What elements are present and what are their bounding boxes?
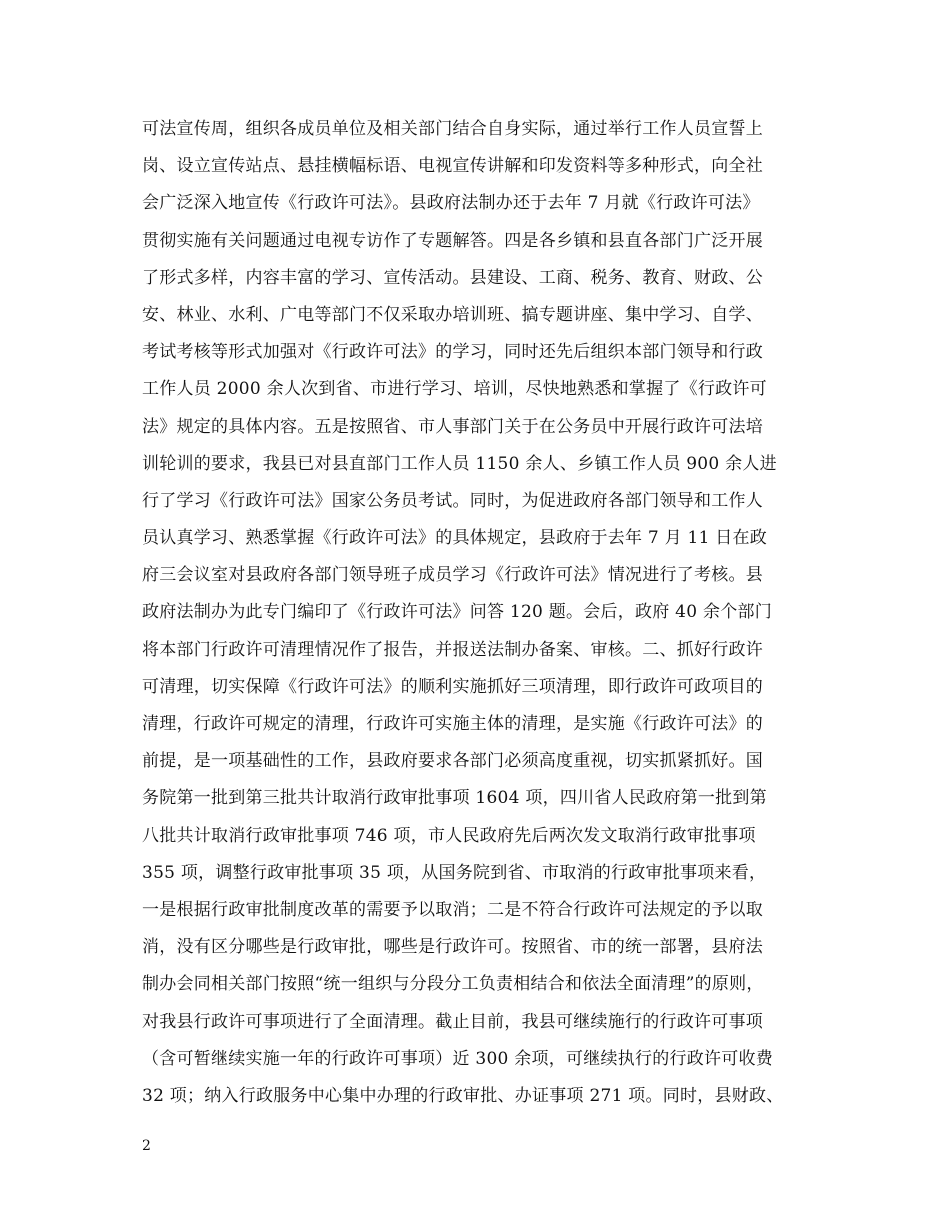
text-line: 员认真学习、熟悉掌握《行政许可法》的具体规定，县政府于去年 7 月 11 日在政 <box>142 528 768 549</box>
text-line: 355 项，调整行政审批事项 35 项，从国务院到省、市取消的行政审批事项来看， <box>142 862 767 883</box>
text-line: 清理，行政许可规定的清理，行政许可实施主体的清理，是实施《行政许可法》的 <box>142 714 763 734</box>
text-line: 工作人员 2000 余人次到省、市进行学习、培训，尽快地熟悉和掌握了《行政许可 <box>142 379 767 400</box>
text-line: 将本部门行政许可清理情况作了报告，并报送法制办备案、审核。二、抓好行政许 <box>142 639 763 660</box>
text-line: 务院第一批到第三批共计取消行政审批事项 1604 项，四川省人民政府第一批到第 <box>142 788 767 809</box>
text-line: 安、林业、水利、广电等部门不仅采取办培训班、搞专题讲座、集中学习、自学、 <box>142 304 763 325</box>
text-line: 可法宣传周，组织各成员单位及相关部门结合自身实际，通过举行工作人员宣誓上 <box>142 119 763 139</box>
text-line: 会广泛深入地宣传《行政许可法》。县政府法制办还于去年 7 月就《行政许可法》 <box>142 193 760 214</box>
text-line: 八批共计取消行政审批事项 746 项，市人民政府先后两次发文取消行政审批事项 <box>142 825 756 846</box>
text-line: 岗、设立宣传站点、悬挂横幅标语、电视宣传讲解和印发资料等多种形式，向全社 <box>142 156 763 177</box>
page-number: 2 <box>142 1138 151 1154</box>
text-line: 贯彻实施有关问题通过电视专访作了专题解答。四是各乡镇和县直各部门广泛开展 <box>142 230 763 251</box>
text-line: 政府法制办为此专门编印了《行政许可法》问答 120 题。会后，政府 40 余个部门 <box>142 602 772 623</box>
text-line: 法》规定的具体内容。五是按照省、市人事部门关于在公务员中开展行政许可法培 <box>142 416 763 437</box>
text-line: 了形式多样，内容丰富的学习、宣传活动。县建设、工商、税务、教育、财政、公 <box>142 267 763 288</box>
text-line: 考试考核等形式加强对《行政许可法》的学习，同时还先后组织本部门领导和行政 <box>142 342 763 363</box>
text-line: 前提，是一项基础性的工作，县政府要求各部门必须高度重视，切实抓紧抓好。国 <box>142 751 763 772</box>
text-line: （含可暂继续实施一年的行政许可事项）近 300 余项，可继续执行的行政许可收费 <box>142 1048 774 1069</box>
text-line: 府三会议室对县政府各部门领导班子成员学习《行政许可法》情况进行了考核。县 <box>142 565 763 586</box>
text-line: 训轮训的要求，我县已对县直部门工作人员 1150 余人、乡镇工作人员 900 余人进 <box>142 453 777 474</box>
text-line: 制办会同相关部门按照“统一组织与分段分工负责相结合和依法全面清理”的原则， <box>142 974 764 995</box>
text-line: 32 项；纳入行政服务中心集中办理的行政审批、办证事项 271 项。同时，县财政、 <box>142 1085 784 1106</box>
body-text <box>142 111 822 1115</box>
text-line: 可清理，切实保障《行政许可法》的顺利实施抓好三项清理，即行政许可政项目的 <box>142 676 763 697</box>
text-line: 行了学习《行政许可法》国家公务员考试。同时，为促进政府各部门领导和工作人 <box>142 490 763 511</box>
text-line: 一是根据行政审批制度改革的需要予以取消；二是不符合行政许可法规定的予以取 <box>142 899 763 920</box>
text-line: 消，没有区分哪些是行政审批，哪些是行政许可。按照省、市的统一部署，县府法 <box>142 937 763 958</box>
text-line: 对我县行政许可事项进行了全面清理。截止目前，我县可继续施行的行政许可事项 <box>142 1011 763 1032</box>
